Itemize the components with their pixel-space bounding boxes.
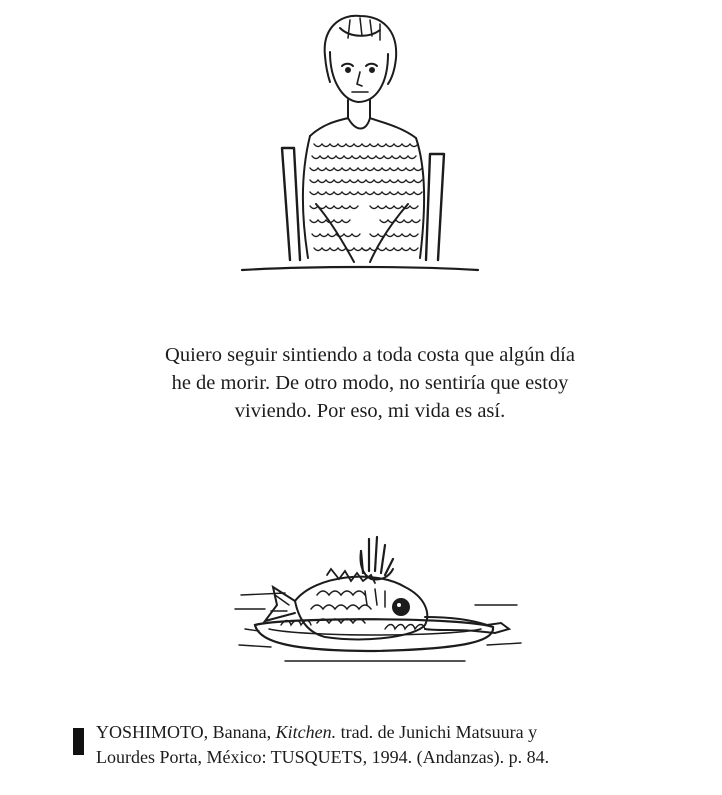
citation-line-2: Lourdes Porta, México: TUSQUETS, 1994. (Andanzas). p. 84. <box>96 747 550 767</box>
quote-line-1: Quiero seguir sintiendo a toda costa que algún día <box>165 344 575 366</box>
citation-line-1 <box>96 720 696 745</box>
citation <box>96 720 696 770</box>
quote-line-3: viviendo. Por eso, mi vida es así. <box>234 400 506 422</box>
citation-marker <box>73 728 84 755</box>
quote-line-2: he de morir. De otro modo, no sentiría que estoy <box>171 372 569 394</box>
fish-on-plate-icon <box>225 525 525 670</box>
citation-translation: trad. de Junichi Matsuura y <box>340 722 538 742</box>
woman-seated-icon <box>230 8 490 288</box>
quote-block <box>100 341 640 425</box>
citation-author: YOSHIMOTO, Banana, <box>96 722 272 742</box>
citation-title: Kitchen. <box>275 722 337 742</box>
